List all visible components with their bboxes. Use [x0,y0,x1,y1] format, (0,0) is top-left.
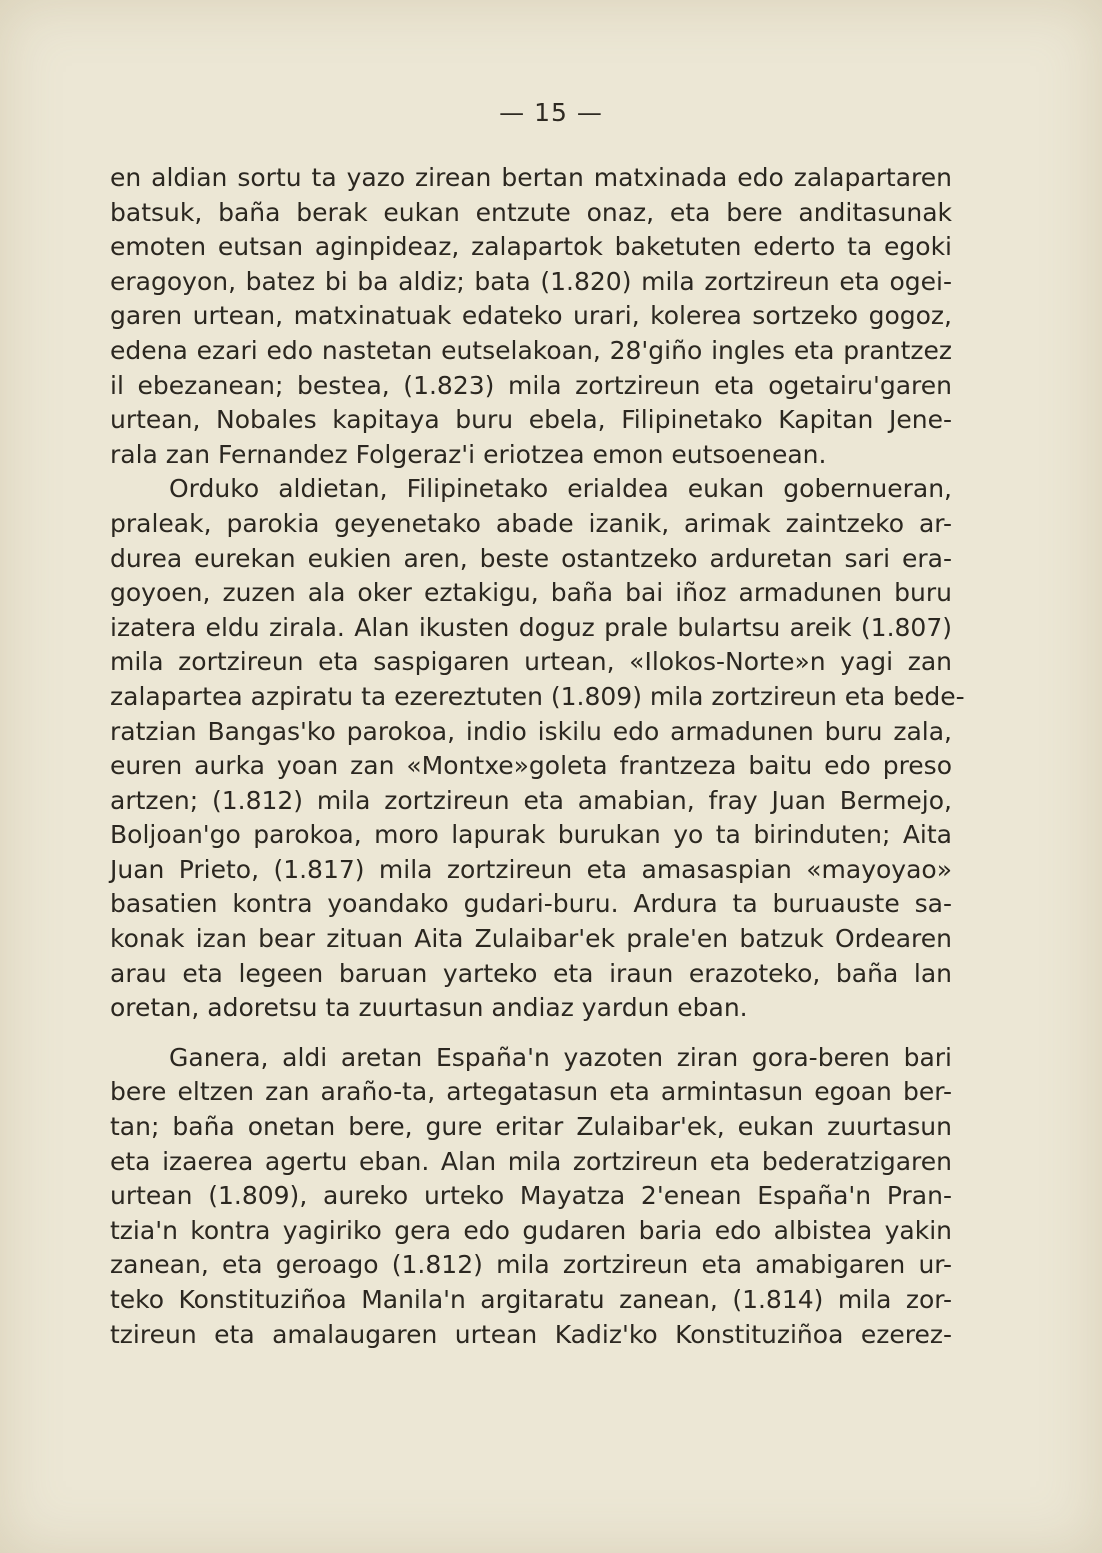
text-line: durea eurekan eukien aren, beste ostantzeko arduretan sari era- [110,543,952,573]
paragraph-3 [110,1041,952,1352]
text-line: eragoyon, batez bi ba aldiz; bata (1.820) mila zortzireun eta ogei- [110,266,952,296]
text-line: batsuk, baña berak eukan entzute onaz, eta bere anditasunak [110,197,952,227]
text-line: urtean (1.809), aureko urteko Mayatza 2'enean España'n Pran- [110,1181,952,1211]
paragraph-2 [110,472,965,1026]
text-line: Ganera, aldi aretan España'n yazoten ziran gora-beren bari [169,1042,952,1072]
text-line: eta izaerea agertu eban. Alan mila zortzireun eta bederatzigaren [110,1146,952,1176]
text-line: Boljoan'go parokoa, moro lapurak burukan yo ta birinduten; Aita [110,820,952,850]
text-line: arau eta legeen baruan yarteko eta iraun erazoteko, baña lan [110,958,952,988]
text-line: garen urtean, matxinatuak edateko urari, kolerea sortzeko gogoz, [110,301,952,331]
text-line: tzireun eta amalaugaren urtean Kadiz'ko Konstituziñoa ezerez- [110,1319,952,1349]
text-line: edena ezari edo nastetan eutselakoan, 28'giño ingles eta prantzez [110,335,952,365]
text-line: konak izan bear zituan Aita Zulaibar'ek prale'en batzuk Ordearen [110,924,952,954]
text-line: mila zortzireun eta saspigaren urtean, «Ilokos-Norte»n yagi zan [110,647,952,677]
text-line: zalapartea azpiratu ta ezereztuten (1.809) mila zortzireun eta bede- [110,681,965,711]
text-line: goyoen, zuzen ala oker eztakigu, baña bai iñoz armadunen buru [110,578,952,608]
text-line: il ebezanean; bestea, (1.823) mila zortzireun eta ogetairu'garen [110,370,952,400]
paragraph-spacer [110,1026,952,1041]
text-line: praleak, parokia geyenetako abade izanik, arimak zaintzeko ar- [110,508,952,538]
body-text [110,161,965,1352]
text-line: basatien kontra yoandako gudari-buru. Ardura ta buruauste sa- [110,889,952,919]
text-line: tan; baña onetan bere, gure eritar Zulaibar'ek, eukan zuurtasun [110,1112,952,1142]
text-line: tzia'n kontra yagiriko gera edo gudaren baria edo albistea yakin [110,1215,952,1245]
text-line: ratzian Bangas'ko parokoa, indio iskilu edo armadunen buru zala, [110,716,952,746]
text-line: teko Konstituziñoa Manila'n argitaratu zanean, (1.814) mila zor- [110,1285,952,1314]
text-line: urtean, Nobales kapitaya buru ebela, Filipinetako Kapitan Jene- [110,405,952,435]
paragraph-1 [110,161,952,472]
text-line: Juan Prieto, (1.817) mila zortzireun eta amasaspian «mayoyao» [110,854,952,884]
text-line: rala zan Fernandez Folgeraz'i eriotzea emon eutsoenean. [110,439,827,469]
text-line: en aldian sortu ta yazo zirean bertan matxinada edo zalapartaren [110,163,952,192]
text-line: Orduko aldietan, Filipinetako erialdea eukan gobernueran, [169,474,952,504]
text-line: euren aurka yoan zan «Montxe»goleta frantzeza baitu edo preso [110,751,952,781]
text-line: zanean, eta geroago (1.812) mila zortzireun eta amabigaren ur- [110,1250,952,1280]
text-line: emoten eutsan aginpideaz, zalapartok baketuten ederto ta egoki [110,232,952,262]
text-line: oretan, adoretsu ta zuurtasun andiaz yardun eban. [110,993,748,1023]
text-line: artzen; (1.812) mila zortzireun eta amabian, fray Juan Bermejo, [110,785,952,815]
page-number: — 15 — [499,98,603,127]
text-line: bere eltzen zan araño-ta, artegatasun eta armintasun egoan ber- [110,1077,952,1107]
text-line: izatera eldu zirala. Alan ikusten doguz prale bulartsu areik (1.807) [110,612,952,642]
